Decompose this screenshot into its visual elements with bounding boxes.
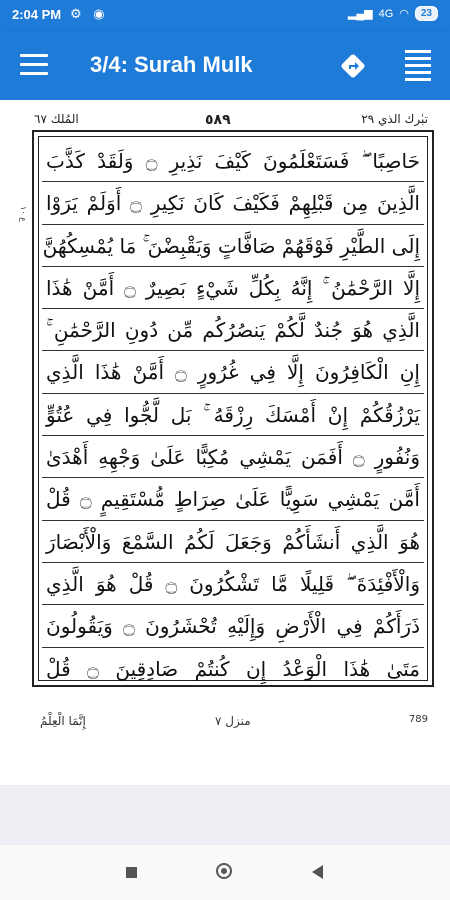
app-bar: [0, 32, 450, 100]
notification-icons: ⚙ ◉: [70, 6, 109, 21]
wifi-icon: ◠: [399, 8, 409, 20]
system-nav-bar: [0, 845, 450, 900]
hamburger-menu-icon[interactable]: [20, 54, 48, 78]
goto-page-icon[interactable]: [338, 51, 368, 81]
home-icon[interactable]: [216, 863, 232, 879]
surah-header: المُلك ٦٧: [34, 112, 79, 126]
back-icon[interactable]: [312, 865, 323, 879]
status-time: 2:04 PM: [12, 7, 62, 22]
text-line: إِلَى الطَّيْرِ فَوْقَهُمْ صَافَّاتٍ وَيَقْبِضْنَ ۚ مَا يُمْسِكُهُنَّ: [42, 225, 424, 267]
text-line: الَّذِينَ مِن قَبْلِهِمْ فَكَيْفَ كَانَ نَكِيرِ ۝ أَوَلَمْ يَرَوْا: [42, 182, 424, 224]
text-line: وَالْأَفْئِدَةَ ۖ قَلِيلًا مَّا تَشْكُرُونَ ۝ قُلْ هُوَ الَّذِي: [42, 563, 424, 605]
juz-header: تبٰرك الذي ٢٩: [361, 112, 428, 126]
text-line: مَتَىٰ هَٰذَا الْوَعْدُ إِن كُنتُمْ صَادِقِينَ ۝ قُلْ: [46, 656, 420, 681]
text-line: الَّذِي هُوَ جُندٌ لَّكُمْ يَنصُرُكُم مِّن دُونِ الرَّحْمَٰنِ ۚ: [42, 309, 424, 351]
recents-icon[interactable]: [126, 867, 137, 878]
catchword: إِنَّمَا الْعِلْمُ: [40, 714, 86, 728]
list-icon[interactable]: [405, 50, 431, 82]
status-right-icons: [348, 6, 438, 21]
text-line: إِنِ الْكَافِرُونَ إِلَّا فِي غُرُورٍ ۝ أَمَّنْ هَٰذَا الَّذِي: [42, 351, 424, 393]
network-label: 4G: [378, 7, 394, 20]
quran-text-block: [42, 140, 424, 681]
text-line: ذَرَأَكُمْ فِي الْأَرْضِ وَإِلَيْهِ تُحْشَرُونَ ۝ وَيَقُولُونَ: [42, 605, 424, 647]
signal-icon: ▂▄▆: [347, 8, 373, 20]
text-line: هُوَ الَّذِي أَنشَأَكُمْ وَجَعَلَ لَكُمُ السَّمْعَ وَالْأَبْصَارَ: [42, 521, 424, 563]
manzil-marker: منزل ٧: [215, 714, 251, 728]
text-line: أَمَّن يَمْشِي سَوِيًّا عَلَىٰ صِرَاطٍ مُّسْتَقِيمٍ ۝ قُلْ: [42, 478, 424, 520]
bottom-area: [0, 785, 450, 845]
status-bar: [0, 0, 450, 32]
text-line: حَاصِبًا ۖ فَسَتَعْلَمُونَ كَيْفَ نَذِيرِ ۝ وَلَقَدْ كَذَّبَ: [42, 140, 424, 182]
ruku-marker: ع ١٠: [19, 206, 28, 222]
text-line: يَرْزُقُكُمْ إِنْ أَمْسَكَ رِزْقَهُ ۚ بَل لَّجُّوا فِي عُتُوٍّ: [42, 394, 424, 436]
text-line: إِلَّا الرَّحْمَٰنُ ۚ إِنَّهُ بِكُلِّ شَيْءٍ بَصِيرٌ ۝ أَمَّنْ هَٰذَا: [42, 267, 424, 309]
battery-icon: 23: [415, 6, 438, 21]
page-number-latin: 789: [408, 714, 428, 725]
page-title: 3/4: Surah Mulk: [90, 52, 253, 77]
text-line: وَنُفُورٍ ۝ أَفَمَن يَمْشِي مُكِبًّا عَلَىٰ وَجْهِهِ أَهْدَىٰ: [42, 436, 424, 478]
page-number: ٥٨٩: [205, 112, 231, 128]
